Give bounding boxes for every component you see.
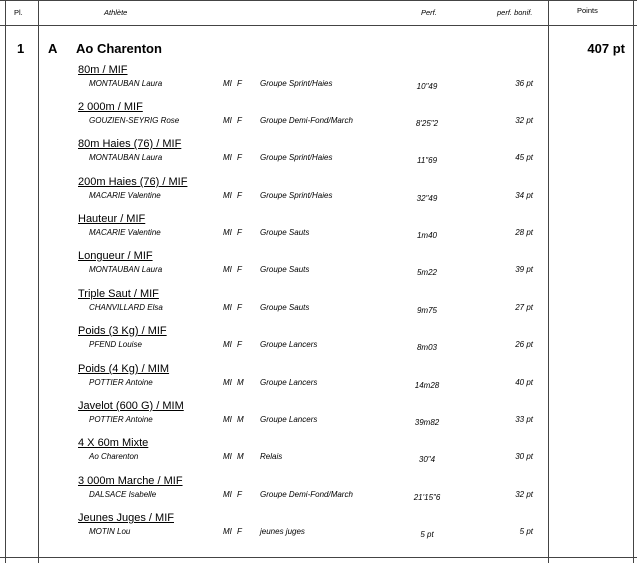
event-title: Poids (3 Kg) / MIF (78, 325, 167, 337)
athlete-group: Groupe Sauts (260, 265, 310, 274)
athlete-name: DALSACE Isabelle (89, 490, 157, 499)
athlete-category: MI (223, 191, 232, 200)
athlete-category: MI (223, 303, 232, 312)
team-name: Ao Charenton (76, 41, 162, 56)
athlete-name: MACARIE Valentine (89, 228, 161, 237)
bonus-points: 27 pt (515, 303, 533, 312)
event-row (0, 325, 637, 362)
athlete-name: GOUZIEN-SEYRIG Rose (89, 116, 180, 125)
athlete-sex: F (237, 490, 242, 499)
event-title: Javelot (600 G) / MIM (78, 400, 184, 412)
athlete-name: POTTIER Antoine (89, 378, 153, 387)
event-row (0, 288, 637, 325)
athlete-sex: F (237, 340, 242, 349)
bonus-points: 36 pt (515, 79, 533, 88)
performance: 14m28 (414, 381, 440, 390)
header-athlete: Athlète (104, 8, 128, 17)
athlete-sex: F (237, 265, 242, 274)
athlete-sex: F (237, 191, 242, 200)
athlete-name: MACARIE Valentine (89, 191, 161, 200)
performance: 10"49 (416, 82, 438, 91)
bonus-points: 39 pt (515, 265, 533, 274)
athlete-category: MI (223, 378, 232, 387)
athlete-category: MI (223, 490, 232, 499)
event-title: Triple Saut / MIF (78, 288, 159, 300)
event-row (0, 213, 637, 250)
athlete-name: MOTIN Lou (89, 527, 131, 536)
event-title: 80m / MIF (78, 64, 128, 76)
event-row (0, 512, 637, 549)
athlete-category: MI (223, 116, 232, 125)
event-row (0, 437, 637, 474)
bonus-points: 45 pt (515, 153, 533, 162)
athlete-category: MI (223, 340, 232, 349)
performance: 5m22 (416, 268, 437, 277)
athlete-name: MONTAUBAN Laura (89, 153, 163, 162)
performance: 32"49 (416, 194, 438, 203)
event-row (0, 138, 637, 175)
athlete-sex: F (237, 228, 242, 237)
athlete-sex: M (237, 452, 244, 461)
event-row (0, 363, 637, 400)
event-title: 200m Haies (76) / MIF (78, 176, 188, 188)
event-title: Hauteur / MIF (78, 213, 146, 225)
athlete-group: Groupe Sauts (260, 303, 310, 312)
bonus-points: 26 pt (515, 340, 533, 349)
athlete-name: MONTAUBAN Laura (89, 79, 163, 88)
athlete-category: MI (223, 79, 232, 88)
athlete-category: MI (223, 228, 232, 237)
event-title: 4 X 60m Mixte (78, 437, 149, 449)
bonus-points: 30 pt (515, 452, 533, 461)
athlete-group: Relais (260, 452, 283, 461)
athlete-sex: M (237, 415, 244, 424)
event-row (0, 64, 637, 101)
athlete-category: MI (223, 527, 232, 536)
performance: 21'15"6 (413, 493, 441, 502)
athlete-name: POTTIER Antoine (89, 415, 153, 424)
athlete-sex: M (237, 378, 244, 387)
event-row (0, 475, 637, 512)
athlete-category: MI (223, 153, 232, 162)
athlete-group: Groupe Lancers (260, 415, 318, 424)
team-letter: A (48, 41, 58, 56)
athlete-name: MONTAUBAN Laura (89, 265, 163, 274)
header-perf: Perf. (421, 8, 437, 17)
athlete-name: CHANVILLARD Elsa (89, 303, 163, 312)
performance: 8'25"2 (415, 119, 439, 128)
athlete-category: MI (223, 452, 232, 461)
bonus-points: 32 pt (515, 116, 533, 125)
event-title: 3 000m Marche / MIF (78, 475, 183, 487)
performance: 39m82 (414, 418, 440, 427)
athlete-category: MI (223, 415, 232, 424)
performance: 30"4 (418, 455, 436, 464)
event-row (0, 400, 637, 437)
event-row (0, 250, 637, 287)
athlete-name: Ao Charenton (89, 452, 139, 461)
athlete-name: PFEND Louise (89, 340, 142, 349)
athlete-sex: F (237, 79, 242, 88)
table-bottom-border (0, 557, 637, 558)
athlete-group: jeunes juges (260, 527, 305, 536)
athlete-group: Groupe Sprint/Haies (260, 153, 333, 162)
bonus-points: 40 pt (515, 378, 533, 387)
event-title: 2 000m / MIF (78, 101, 143, 113)
athlete-group: Groupe Demi-Fond/March (260, 116, 353, 125)
athlete-sex: F (237, 153, 242, 162)
event-title: Poids (4 Kg) / MIM (78, 363, 170, 375)
athlete-group: Groupe Demi-Fond/March (260, 490, 353, 499)
header-top-border (0, 0, 637, 1)
athlete-sex: F (237, 303, 242, 312)
bonus-points: 5 pt (519, 527, 533, 536)
header-points: Points (577, 6, 598, 15)
header-place: Pl. (14, 8, 23, 17)
team-rank: 1 (17, 41, 25, 56)
performance: 1m40 (416, 231, 437, 240)
performance: 11"69 (416, 156, 438, 165)
header-bottom-border (0, 25, 637, 26)
performance: 8m03 (416, 343, 437, 352)
event-title: Jeunes Juges / MIF (78, 512, 174, 524)
athlete-group: Groupe Lancers (260, 340, 318, 349)
event-row (0, 101, 637, 138)
bonus-points: 33 pt (515, 415, 533, 424)
athlete-sex: F (237, 527, 242, 536)
athlete-sex: F (237, 116, 242, 125)
bonus-points: 28 pt (515, 228, 533, 237)
event-title: 80m Haies (76) / MIF (78, 138, 182, 150)
athlete-group: Groupe Lancers (260, 378, 318, 387)
bonus-points: 34 pt (515, 191, 533, 200)
athlete-category: MI (223, 265, 232, 274)
event-title: Longueur / MIF (78, 250, 153, 262)
athlete-group: Groupe Sprint/Haies (260, 191, 333, 200)
performance: 9m75 (416, 306, 437, 315)
bonus-points: 32 pt (515, 490, 533, 499)
team-points: 407 pt (587, 41, 625, 56)
header-perf-bonif: perf. bonif. (497, 8, 533, 17)
event-row (0, 176, 637, 213)
athlete-group: Groupe Sauts (260, 228, 310, 237)
athlete-group: Groupe Sprint/Haies (260, 79, 333, 88)
performance: 5 pt (420, 530, 434, 539)
